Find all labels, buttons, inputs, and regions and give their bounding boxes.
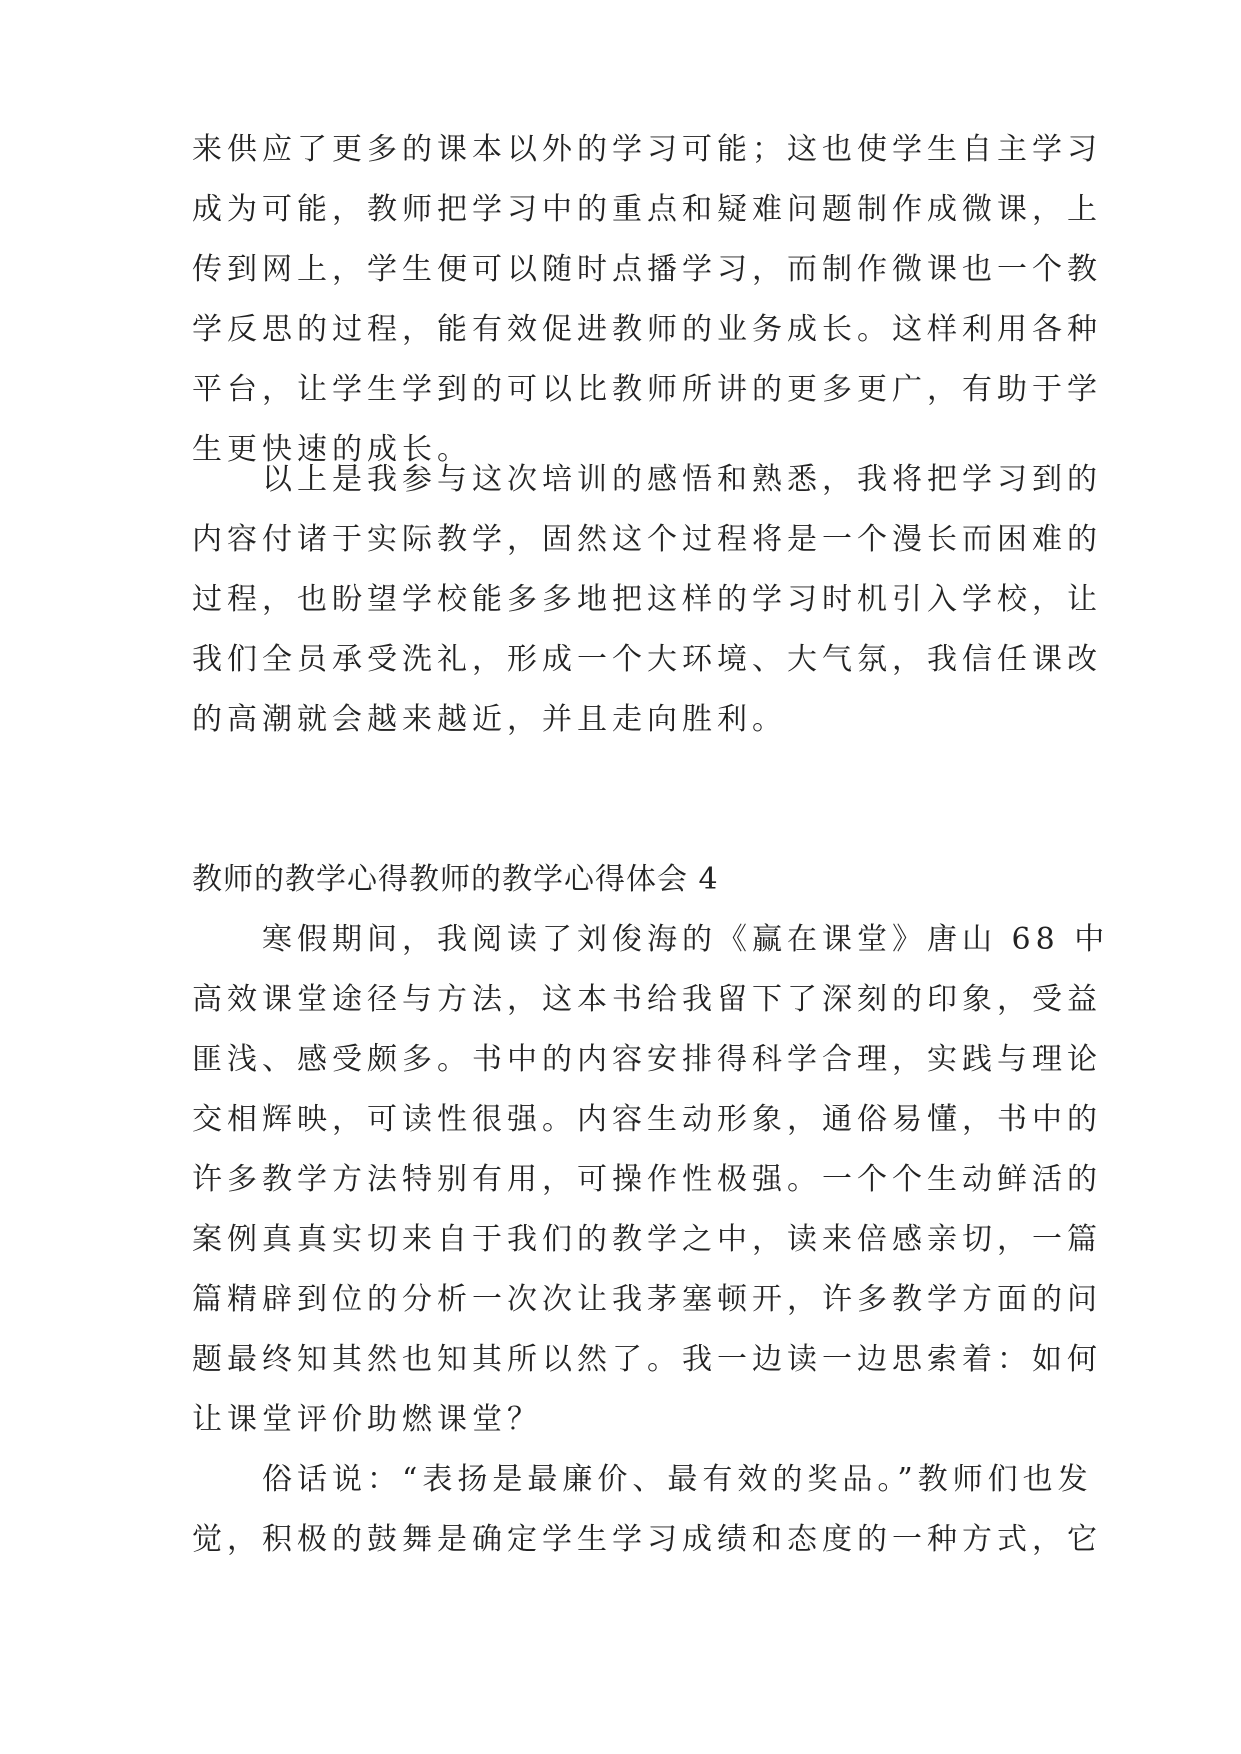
paragraph-line: 觉，积极的鼓舞是确定学生学习成绩和态度的一种方式，它	[192, 1522, 1102, 1557]
paragraph-line: 许多教学方法特别有用，可操作性极强。一个个生动鲜活的	[192, 1162, 1102, 1197]
paragraph-line: 的高潮就会越来越近，并且走向胜利。	[192, 702, 787, 737]
paragraph-line: 以上是我参与这次培训的感悟和熟悉，我将把学习到的	[192, 462, 1102, 497]
paragraph-line: 平台，让学生学到的可以比教师所讲的更多更广，有助于学	[192, 372, 1102, 407]
paragraph-line: 寒假期间，我阅读了刘俊海的《赢在课堂》唐山 68 中	[192, 922, 1110, 957]
section-heading-block	[192, 850, 1052, 910]
paragraph-praise	[192, 1450, 1102, 1570]
paragraph-line: 传到网上，学生便可以随时点播学习，而制作微课也一个教	[192, 252, 1102, 287]
paragraph-line: 交相辉映，可读性很强。内容生动形象，通俗易懂，书中的	[192, 1102, 1102, 1137]
paragraph-line: 案例真真实切来自于我们的教学之中，读来倍感亲切，一篇	[192, 1222, 1102, 1257]
paragraph-conclusion	[192, 450, 1102, 750]
paragraph-line: 俗话说：“表扬是最廉价、最有效的奖品。”教师们也发	[192, 1462, 1093, 1497]
paragraph-line: 让课堂评价助燃课堂？	[192, 1402, 542, 1437]
paragraph-line: 成为可能，教师把学习中的重点和疑难问题制作成微课，上	[192, 192, 1102, 227]
paragraph-reading	[192, 910, 1110, 1450]
paragraph-line: 匪浅、感受颇多。书中的内容安排得科学合理，实践与理论	[192, 1042, 1102, 1077]
paragraph-line: 生更快速的成长。	[192, 432, 472, 467]
paragraph-line: 我们全员承受洗礼，形成一个大环境、大气氛，我信任课改	[192, 642, 1102, 677]
paragraph-line: 来供应了更多的课本以外的学习可能；这也使学生自主学习	[192, 132, 1102, 167]
paragraph-line: 学反思的过程，能有效促进教师的业务成长。这样利用各种	[192, 312, 1102, 347]
paragraph-line: 篇精辟到位的分析一次次让我茅塞顿开，许多教学方面的问	[192, 1282, 1102, 1317]
paragraph-line: 过程，也盼望学校能多多地把这样的学习时机引入学校，让	[192, 582, 1102, 617]
paragraph-line: 内容付诸于实际教学，固然这个过程将是一个漫长而困难的	[192, 522, 1102, 557]
paragraph-line: 高效课堂途径与方法，这本书给我留下了深刻的印象，受益	[192, 982, 1102, 1017]
section-heading: 教师的教学心得教师的教学心得体会 4	[192, 862, 719, 897]
paragraph-line: 题最终知其然也知其所以然了。我一边读一边思索着：如何	[192, 1342, 1102, 1377]
